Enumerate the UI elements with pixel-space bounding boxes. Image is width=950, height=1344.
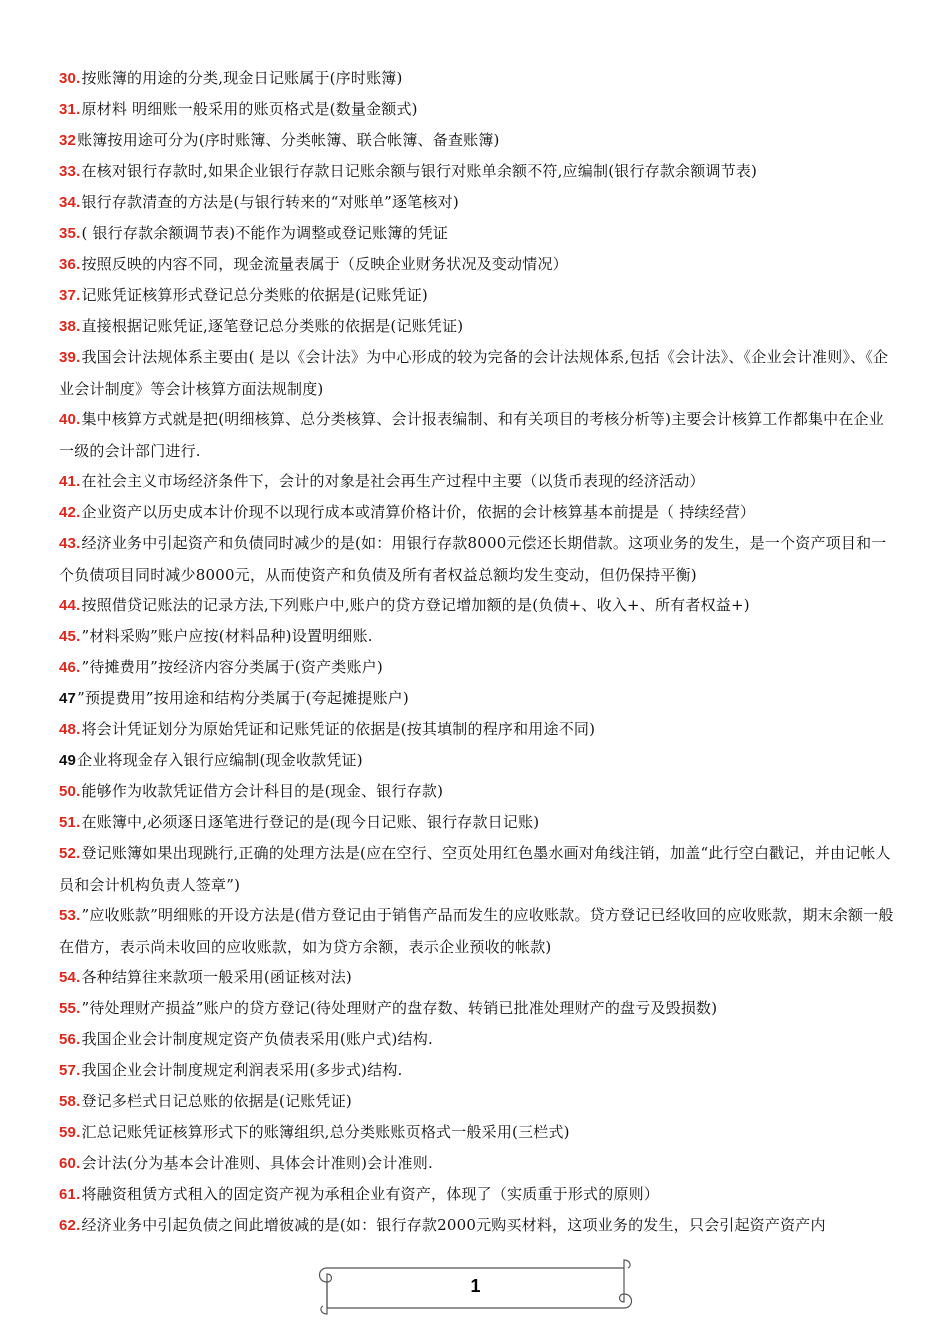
item-number: 37.: [59, 287, 81, 304]
item-number: 61.: [59, 1186, 81, 1203]
item-number: 56.: [59, 1031, 81, 1048]
item-number: 60.: [59, 1155, 81, 1172]
item-number: 47: [59, 690, 77, 707]
list-item: [59, 745, 899, 776]
item-text: 按账簿的用途的分类,现金日记账属于(序时账簿): [81, 69, 403, 87]
item-text: 集中核算方式就是把(明细核算、总分类核算、会计报表编制、和有关项目的考核分析等)主要会计核算工作都集中在企业一级的会计部门进行.: [59, 410, 884, 460]
item-number: 36.: [59, 256, 81, 273]
list-item: [59, 838, 899, 900]
item-text: 我国会计法规体系主要由( 是以《会计法》为中心形成的较为完备的会计法规体系,包括《会计法》、《企业会计准则》、《企业会计制度》等会计核算方面法规制度): [59, 348, 889, 398]
item-number: 32: [59, 132, 77, 149]
item-text: 我国企业会计制度规定资产负债表采用(账户式)结构.: [81, 1030, 433, 1048]
item-text: ”预提费用”按用途和结构分类属于(夸起摊提账户): [77, 689, 409, 707]
list-item: [59, 528, 899, 590]
item-text: ”待摊费用”按经济内容分类属于(资产类账户): [81, 658, 383, 676]
list-item: [59, 1086, 899, 1117]
list-item: [59, 962, 899, 993]
list-item: [59, 125, 899, 156]
list-item: [59, 1210, 899, 1241]
item-number: 55.: [59, 1000, 81, 1017]
item-number: 40.: [59, 411, 81, 428]
item-text: 我国企业会计制度规定利润表采用(多步式)结构.: [81, 1061, 403, 1079]
item-text: 汇总记账凭证核算形式下的账簿组织,总分类账账页格式一般采用(三栏式): [81, 1123, 570, 1141]
list-item: [59, 156, 899, 187]
item-number: 30.: [59, 70, 81, 87]
item-text: 在账簿中,必须逐日逐笔进行登记的是(现今日记账、银行存款日记账): [81, 813, 540, 831]
item-number: 43.: [59, 535, 81, 552]
item-text: 会计法(分为基本会计准则、具体会计准则)会计准则.: [81, 1154, 433, 1172]
list-item: [59, 683, 899, 714]
item-text: 经济业务中引起资产和负债同时减少的是(如：用银行存款8000元偿还长期借款。这项业务的发生，是一个资产项目和一个负债项目同时减少8000元，从而使资产和负债及所有者权益总额均发生变动，但仍保持平衡): [59, 534, 887, 584]
page-footer: [313, 1252, 638, 1320]
item-text: 登记多栏式日记总账的依据是(记账凭证): [81, 1092, 352, 1110]
item-number: 51.: [59, 814, 81, 831]
item-text: 记账凭证核算形式登记总分类账的依据是(记账凭证): [81, 286, 428, 304]
item-number: 35.: [59, 225, 81, 242]
item-number: 50.: [59, 783, 81, 800]
item-number: 49: [59, 752, 77, 769]
item-number: 39.: [59, 349, 81, 366]
item-text: 银行存款清查的方法是(与银行转来的“对账单”逐笔核对): [81, 193, 459, 211]
item-number: 45.: [59, 628, 81, 645]
list-item: [59, 1055, 899, 1086]
item-text: 各种结算往来款项一般采用(函证核对法): [81, 968, 352, 986]
list-item: [59, 311, 899, 342]
item-number: 52.: [59, 845, 81, 862]
item-text: 原材料 明细账一般采用的账页格式是(数量金额式): [81, 100, 418, 118]
list-item: [59, 621, 899, 652]
list-item: [59, 466, 899, 497]
item-text: ”应收账款”明细账的开设方法是(借方登记由于销售产品而发生的应收账款。贷方登记已经收回的应收账款，期末余额一般在借方，表示尚未收回的应收账款，如为贷方余额，表示企业预收的帐款): [59, 906, 894, 956]
list-item: [59, 1148, 899, 1179]
list-item: [59, 187, 899, 218]
list-item: [59, 1179, 899, 1210]
list-item: [59, 94, 899, 125]
item-number: 62.: [59, 1217, 81, 1234]
list-item: [59, 404, 899, 466]
item-text: 在核对银行存款时,如果企业银行存款日记账余额与银行对账单余额不符,应编制(银行存款余额调节表): [81, 162, 758, 180]
item-text: ”材料采购”账户应按(材料品种)设置明细账.: [81, 627, 373, 645]
item-text: 企业将现金存入银行应编制(现金收款凭证): [77, 751, 363, 769]
item-number: 44.: [59, 597, 81, 614]
item-text: ”待处理财产损益”账户的贷方登记(待处理财产的盘存数、转销已批准处理财产的盘亏及毁损数): [81, 999, 718, 1017]
item-number: 31.: [59, 101, 81, 118]
item-text: 直接根据记账凭证,逐笔登记总分类账的依据是(记账凭证): [81, 317, 464, 335]
item-number: 46.: [59, 659, 81, 676]
item-text: 在社会主义市场经济条件下，会计的对象是社会再生产过程中主要（以货币表现的经济活动）: [81, 472, 705, 490]
item-text: 账簿按用途可分为(序时账簿、分类帐簿、联合帐簿、备查账簿): [77, 131, 500, 149]
list-item: [59, 63, 899, 94]
list-item: [59, 590, 899, 621]
item-text: 企业资产以历史成本计价现不以现行成本或清算价格计价，依据的会计核算基本前提是（ 持续经营）: [81, 503, 756, 521]
item-number: 41.: [59, 473, 81, 490]
item-number: 53.: [59, 907, 81, 924]
list-item: [59, 714, 899, 745]
list-item: [59, 342, 899, 404]
list-item: [59, 807, 899, 838]
item-number: 33.: [59, 163, 81, 180]
list-item: [59, 900, 899, 962]
item-number: 58.: [59, 1093, 81, 1110]
item-text: 将融资租赁方式租入的固定资产视为承租企业有资产，体现了（实质重于形式的原则）: [81, 1185, 660, 1203]
item-number: 38.: [59, 318, 81, 335]
list-item: [59, 652, 899, 683]
list-item: [59, 993, 899, 1024]
list-item: [59, 1024, 899, 1055]
item-number: 48.: [59, 721, 81, 738]
item-text: 登记账簿如果出现跳行,正确的处理方法是(应在空行、空页处用红色墨水画对角线注销，加盖“此行空白戳记，并由记帐人员和会计机构负责人签章”): [59, 844, 891, 894]
item-text: 能够作为收款凭证借方会计科目的是(现金、银行存款): [81, 782, 444, 800]
item-text: ( 银行存款余额调节表)不能作为调整或登记账簿的凭证: [81, 224, 449, 242]
item-number: 34.: [59, 194, 81, 211]
page-number: 1: [470, 1276, 481, 1296]
document-body: [59, 63, 899, 1241]
item-text: 经济业务中引起负债之间此增彼减的是(如：银行存款2000元购买材料，这项业务的发生，只会引起资产资产内: [81, 1216, 826, 1234]
item-text: 将会计凭证划分为原始凭证和记账凭证的依据是(按其填制的程序和用途不同): [81, 720, 596, 738]
item-text: 按照借贷记账法的记录方法,下列账户中,账户的贷方登记增加额的是(负债+、收入+、所有者权益+): [81, 596, 750, 614]
list-item: [59, 280, 899, 311]
item-number: 59.: [59, 1124, 81, 1141]
item-number: 54.: [59, 969, 81, 986]
list-item: [59, 776, 899, 807]
list-item: [59, 249, 899, 280]
list-item: [59, 218, 899, 249]
list-item: [59, 1117, 899, 1148]
item-number: 57.: [59, 1062, 81, 1079]
item-text: 按照反映的内容不同，现金流量表属于（反映企业财务状况及变动情况）: [81, 255, 568, 273]
list-item: [59, 497, 899, 528]
item-number: 42.: [59, 504, 81, 521]
